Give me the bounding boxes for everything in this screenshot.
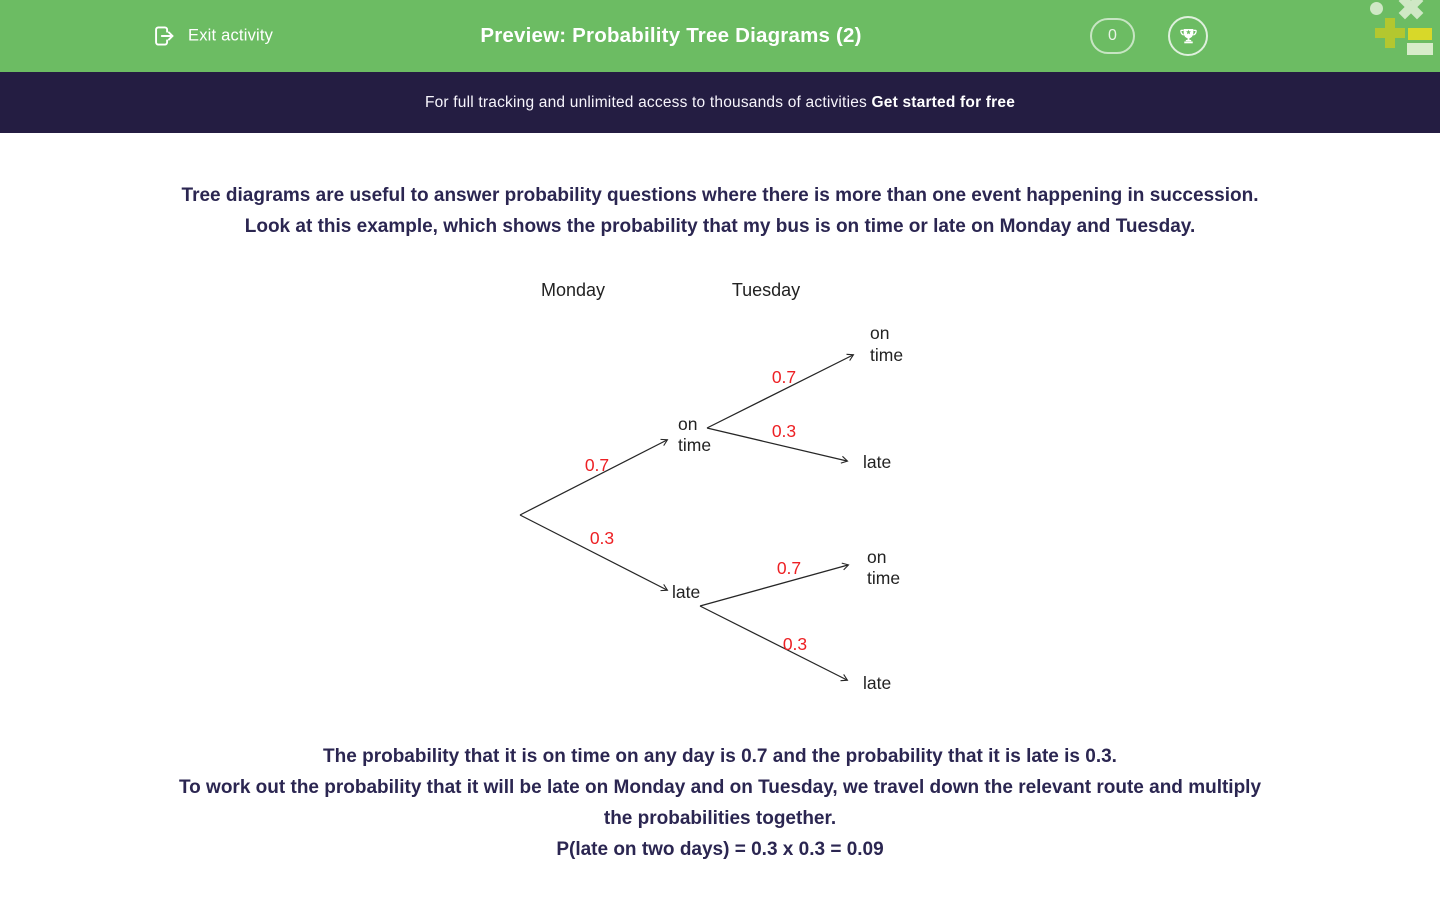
intro-section: [182, 180, 1259, 242]
tree-diagram-svg: [500, 263, 940, 708]
probability-tree-diagram: [500, 263, 940, 713]
outcome-late-on-time-line2: time: [867, 568, 901, 588]
trophy-icon: [1177, 25, 1200, 48]
tree-column-tuesday: Tuesday: [731, 280, 801, 300]
branch-prob-late-late: 0.3: [782, 634, 808, 654]
outcome-late-on-time-line1: on: [867, 547, 887, 567]
exit-activity-label: Exit activity: [188, 26, 274, 45]
explanation-section: [168, 741, 1273, 865]
explanation-line-2-pre: To work out the probability that it will be late on Monday and on Tuesday, we travel down the relevant route and: [178, 777, 1189, 798]
explanation-line-1: The probability that it is on time on any day is 0.7 and the probability that it is late is 0.3.: [323, 746, 1117, 767]
signup-banner: [0, 72, 1440, 133]
outcome-ontime-late: late: [863, 452, 892, 472]
branch-prob-monday-on-time: 0.7: [584, 455, 610, 475]
brand-logo-icon: [1340, 0, 1440, 72]
branch-line-late-late: [700, 606, 847, 680]
activity-content: [0, 133, 1440, 865]
outcome-late-late: late: [863, 673, 892, 693]
explanation-formula: [168, 834, 1273, 865]
exit-icon: [150, 23, 177, 50]
formula-result-bold: 0.09: [846, 839, 884, 860]
branch-line-monday-late: [520, 515, 667, 590]
branch-prob-ontime-on-time: 0.7: [771, 367, 797, 387]
explanation-line-2-post: the probabilities together.: [603, 808, 837, 829]
explanation-line-2: [168, 772, 1273, 834]
trophy-button[interactable]: [1168, 16, 1208, 56]
score-badge: [1090, 18, 1135, 54]
outcome-monday-on-time-line2: time: [678, 435, 712, 455]
intro-sentence-1: Tree diagrams are useful to answer probability questions where there is more than one event happening in succession.: [181, 185, 1259, 206]
exit-activity-button[interactable]: [150, 23, 273, 50]
banner-text: [425, 94, 1015, 112]
branch-prob-monday-late: 0.3: [589, 528, 615, 548]
branch-line-ontime-on-time: [707, 355, 853, 428]
outcome-monday-late: late: [672, 582, 701, 602]
score-value: 0: [1108, 27, 1117, 44]
header-bar: [0, 0, 1440, 72]
tree-column-monday: Monday: [540, 280, 606, 300]
outcome-ontime-on-time-line1: on: [870, 323, 890, 343]
get-started-link[interactable]: Get started for free: [871, 93, 1016, 111]
outcome-monday-on-time-line1: on: [678, 414, 698, 434]
banner-message: For full tracking and unlimited access to thousands of activities: [424, 93, 872, 111]
formula-prefix: P(late on two days) = 0.3 x 0.3 =: [556, 839, 847, 860]
branch-prob-ontime-late: 0.3: [771, 421, 797, 441]
branch-prob-late-on-time: 0.7: [776, 558, 802, 578]
explanation-multiply-bold: multiply: [1188, 777, 1262, 798]
outcome-ontime-on-time-line2: time: [870, 345, 904, 365]
page-title: Preview: Probability Tree Diagrams (2): [480, 24, 862, 47]
intro-sentence-2: Look at this example, which shows the probability that my bus is on time or late on Monday and Tuesday.: [244, 216, 1196, 237]
branch-line-monday-on-time: [520, 440, 667, 515]
branch-line-late-on-time: [700, 565, 848, 606]
